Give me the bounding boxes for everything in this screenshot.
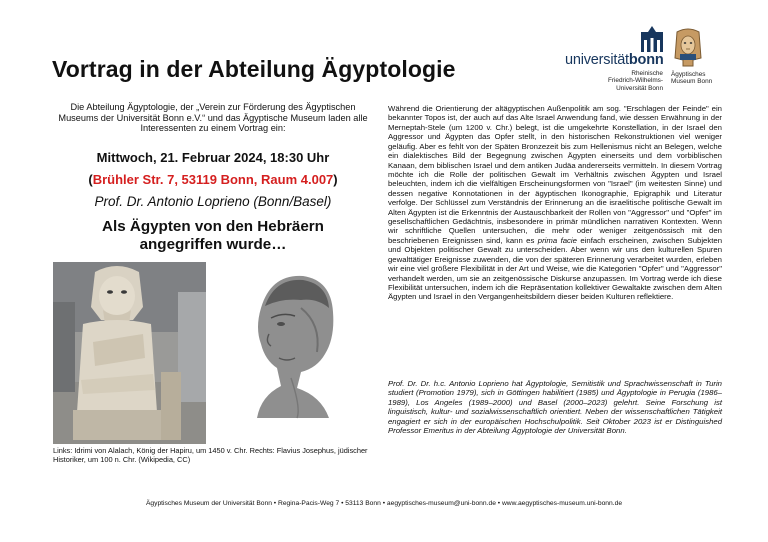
address-paren-open: ( — [88, 172, 93, 187]
event-date: Mittwoch, 21. Februar 2024, 18:30 Uhr — [96, 150, 330, 165]
event-address — [52, 172, 374, 187]
page-title: Vortrag in der Abteilung Ägyptologie — [52, 56, 456, 82]
university-word-regular: universität — [565, 52, 629, 68]
university-subtitle — [567, 70, 663, 92]
idrimi-statue-image — [53, 262, 206, 444]
museum-sub-line: Museum Bonn — [671, 78, 713, 86]
footer-contact: Ägyptisches Museum der Universität Bonn • Regina-Pacis-Weg 7 • 53113 Bonn • aegyptisches-museum@uni-bonn.de • www.aegyptisches-museum.uni-bonn.de — [145, 500, 623, 507]
talk-title-line: angegriffen wurde… — [139, 236, 287, 253]
speaker-bio: Prof. Dr. Dr. h.c. Antonio Loprieno hat Ägyptologie, Semitistik und Sprachwissenschaft in Turin studiert (Promotion 1979), sich in Göttingen habilitiert (1985) und Ägyptologie in Perugia (1986–1989), Los Angeles (1989–2000) und Basel (2000–2023) gelehrt. Seine Forschung ist linguistisch, kultur- und sozialwissenschaftlich orientiert. Neben der wissenschaftlichen Tätigkeit engagiert er sich in der europäischen Hochschulpolitik. Seit Oktober 2023 ist er Distinguished Professor Emeritus in der Abteilung Ägyptologie der Universität Bonn. — [388, 379, 722, 436]
museum-subtitle — [671, 71, 712, 86]
abstract-text — [388, 104, 722, 302]
address-paren-close: ) — [333, 172, 338, 187]
intro-text: Die Abteilung Ägyptologie, der „Verein zur Förderung des Ägyptischen Museums der Universität Bonn e.V.“ und das Ägyptische Museum laden alle Interessenten zu einem Vortrag ein: — [58, 102, 368, 134]
image-caption: Links: Idrimi von Alalach, König der Hapiru, um 1450 v. Chr. Rechts: Flavius Josephus, jüdischer Historiker, um 100 n. Chr. (Wikipedia, CC) — [53, 446, 368, 465]
museum-sub-line: Ägyptisches — [671, 71, 706, 78]
address-text: Brühler Str. 7, 53119 Bonn, Raum 4.007 — [92, 172, 334, 187]
abstract-part: einfach erscheinen, zwischen Subjekten und Objekten politischer Gewalt zu unterscheiden. Aber wenn wir uns den kulturellen Spuren gewalttätiger Ereignisse zuwenden, die von der späteren Erinnerung verarbeitet wurden, erleben wir eine viel größere Flexibilität in der Art und Weise, wie die Kategorien "Opfer" und "Aggressor" verhandelt werden, um sie an zeitgenössische Diskurse anzupassen. Im Vortrag werde ich diese Flexibilität untersuchen, indem ich die Repräsentation kollektiver Gewaltakte zwischen dem Alten Ägypten und Israel in den Vergangenheitsbildern dieser beiden Kulturen reflektiere. — [388, 235, 723, 302]
university-sub-line: Universität Bonn — [616, 84, 663, 92]
university-bonn-logo[interactable] — [565, 26, 665, 96]
speaker-name: Prof. Dr. Antonio Loprieno (Bonn/Basel) — [94, 194, 332, 209]
university-sub-line: Friedrich-Wilhelms- — [607, 77, 663, 85]
abstract-italic: prima facie — [537, 235, 577, 245]
talk-title — [52, 218, 374, 254]
museum-logo[interactable] — [671, 28, 719, 98]
pharaoh-head-icon — [671, 28, 705, 68]
talk-title-line: Als Ägypten von den Hebräern — [102, 218, 324, 235]
university-wordmark — [565, 52, 664, 68]
university-building-icon — [641, 26, 663, 52]
josephus-bust-image — [231, 268, 355, 426]
university-word-bold: bonn — [628, 52, 664, 68]
abstract-part: Während die Orientierung der altägyptischen Außenpolitik am sog. "Erschlagen der Feinde" ein bekannter Topos ist, der auch auf das Alte Israel Anwendung fand, wie dessen Erwähnung in der Merneptah-Stele (um 1200 v. Chr.) belegt, ist die umgekehrte Konstellation, in der Israel den Aggressor und Ägypten das Opfer stellt, in den historischen Rekonstruktionen viel weniger geläufig. Aber es fehlt von der Späten Bronzezeit bis zum Hellenismus nicht an Belegen, welche ein dialektisches Bild der Begegnung zwischen Ägypten einerseits und dem vorbiblischen Kanaan, dem biblischen Israel und dem antiken Judäa andererseits vermitteln. In diesem Vortrag möchte ich die Rolle der politischen Gewalt im Verhältnis zwischen Ägypten und Israel beleuchten, indem ich die vielfältigen Erscheinungsformen von "Israel" (im weitesten Sinne) und dessen negative Konnotationen in der ägyptischen Ikonographie, Epigraphik und Literatur verfolge. Der Schlüssel zum Verständnis der Erinnerung an die israelitische politische Gewalt im Alten Ägypten ist die Erkenntnis der Austauschbarkeit der Rollen von "Aggressor" und "Opfer" im gesellschaftlichen Gedächtnis, insbesondere in primär mündlichen narrativen Kontexten. Wenn wir schriftliche Quellen untersuchen, die mehr oder weniger zeitgenössisch mit den beschriebenen Ereignissen sind, kann es — [388, 104, 722, 245]
university-sub-line: Rheinische — [631, 70, 663, 77]
